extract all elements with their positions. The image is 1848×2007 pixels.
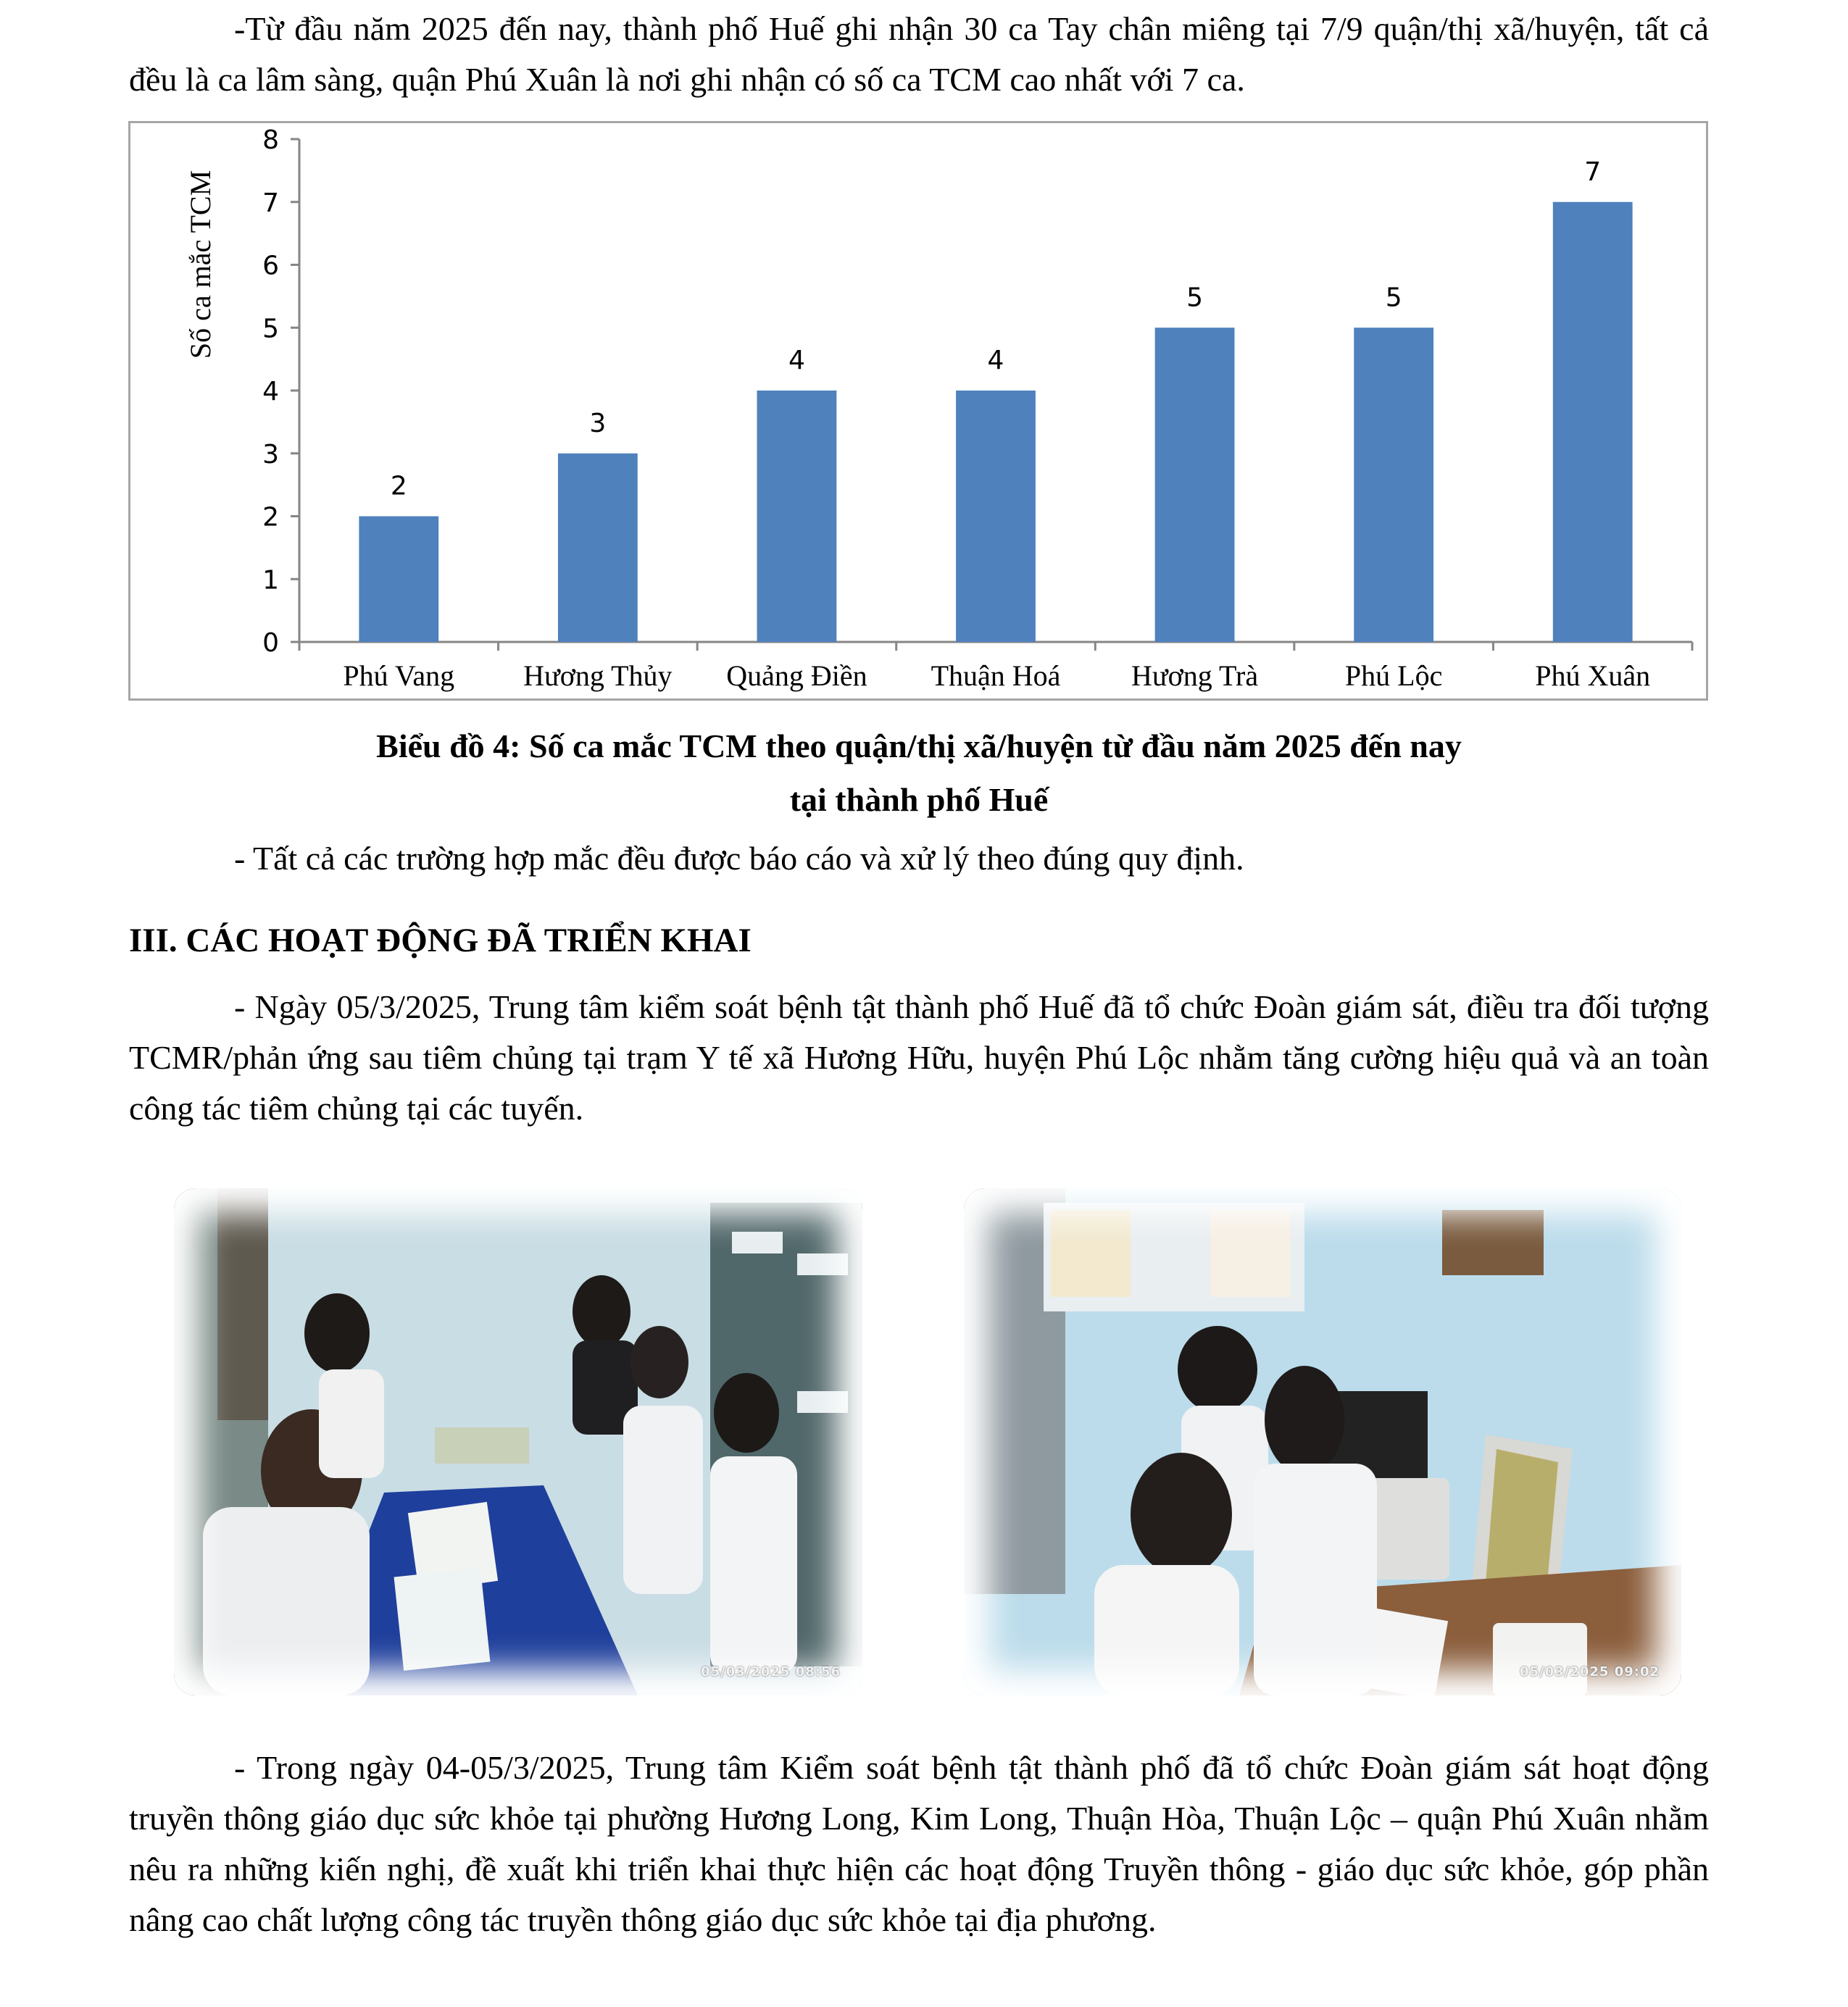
category-label: Phú Vang [343, 659, 455, 692]
y-ticks [262, 125, 299, 658]
category-label: Quảng Điền [726, 659, 867, 692]
y-tick-label: 1 [262, 565, 279, 596]
y-tick-label: 5 [262, 314, 279, 344]
bar [1553, 202, 1633, 642]
note-paragraph: - Tất cả các trường hợp mắc đều được báo cáo và xử lý theo đúng quy định. [234, 840, 1244, 877]
data-label: 5 [1385, 283, 1402, 313]
data-label: 7 [1584, 157, 1602, 187]
bar [956, 391, 1036, 642]
section-heading: III. CÁC HOẠT ĐỘNG ĐÃ TRIỂN KHAI [129, 922, 752, 959]
photo-computer-timestamp: 05/03/2025 09:02 [1520, 1664, 1660, 1680]
bar-chart [128, 121, 1708, 701]
photo-computer-vignette [964, 1188, 1681, 1695]
photo-meeting-vignette [174, 1188, 862, 1695]
y-tick-label: 2 [262, 502, 279, 533]
bar [1354, 327, 1433, 642]
data-label: 3 [589, 408, 607, 438]
bars [359, 202, 1632, 642]
chart-caption-line-2: tại thành phố Huế [789, 781, 1049, 818]
bar [757, 391, 837, 642]
y-tick-label: 6 [262, 251, 279, 281]
intro-paragraph: -Từ đầu năm 2025 đến nay, thành phố Huế ghi nhận 30 ca Tay chân miêng tại 7/9 quận/thị xã/huyện, tất cả đều là ca lâm sàng, quận Phú Xuân là nơi ghi nhận có số ca TCM cao nhất với 7 ca. [129, 10, 1709, 98]
category-label: Phú Xuân [1535, 659, 1651, 692]
y-axis-title: Số ca mắc TCM [184, 170, 217, 359]
data-label: 2 [390, 471, 407, 501]
photo-meeting-timestamp: 05/03/2025 08:56 [701, 1664, 841, 1680]
y-tick-label: 0 [262, 628, 279, 658]
bar [558, 454, 638, 642]
data-label: 4 [788, 346, 805, 375]
category-label: Hương Thủy [523, 659, 673, 692]
y-tick-label: 4 [262, 377, 279, 406]
bar [1155, 327, 1235, 642]
y-tick-label: 8 [262, 125, 279, 155]
photo-computer [964, 1188, 1681, 1695]
bar [359, 517, 438, 643]
category-label: Thuận Hoá [931, 659, 1061, 692]
category-label: Hương Trà [1131, 659, 1259, 692]
category-label: Phú Lộc [1344, 659, 1443, 692]
data-label: 4 [987, 346, 1004, 375]
y-tick-label: 7 [262, 188, 279, 218]
bar-chart-svg [130, 123, 1706, 698]
y-axis-title-group [184, 170, 217, 359]
photo-meeting [174, 1188, 862, 1695]
activity-paragraph-1: - Ngày 05/3/2025, Trung tâm kiểm soát bệnh tật thành phố Huế đã tổ chức Đoàn giám sát, điều tra đối tượng TCMR/phản ứng sau tiêm chủng tại trạm Y tế xã Hương Hữu, huyện Phú Lộc nhằm tăng cường hiệu quả và an toàn công tác tiêm chủng tại các tuyến. [129, 988, 1709, 1127]
chart-caption-line-1: Biểu đồ 4: Số ca mắc TCM theo quận/thị xã/huyện từ đầu năm 2025 đến nay [376, 727, 1462, 764]
category-labels [343, 659, 1650, 692]
activity-paragraph-2: - Trong ngày 04-05/3/2025, Trung tâm Kiểm soát bệnh tật thành phố đã tổ chức Đoàn giám sát hoạt động truyền thông giáo dục sức khỏe tại phường Hương Long, Kim Long, Thuận Hòa, Thuận Lộc – quận Phú Xuân nhằm nêu ra những kiến nghị, đề xuất khi triển khai thực hiện các hoạt động Truyền thông - giáo dục sức khỏe, góp phần nâng cao chất lượng công tác truyền thông giáo dục sức khỏe tại địa phương. [129, 1749, 1709, 1938]
y-tick-label: 3 [262, 439, 279, 470]
data-label: 5 [1186, 283, 1204, 313]
